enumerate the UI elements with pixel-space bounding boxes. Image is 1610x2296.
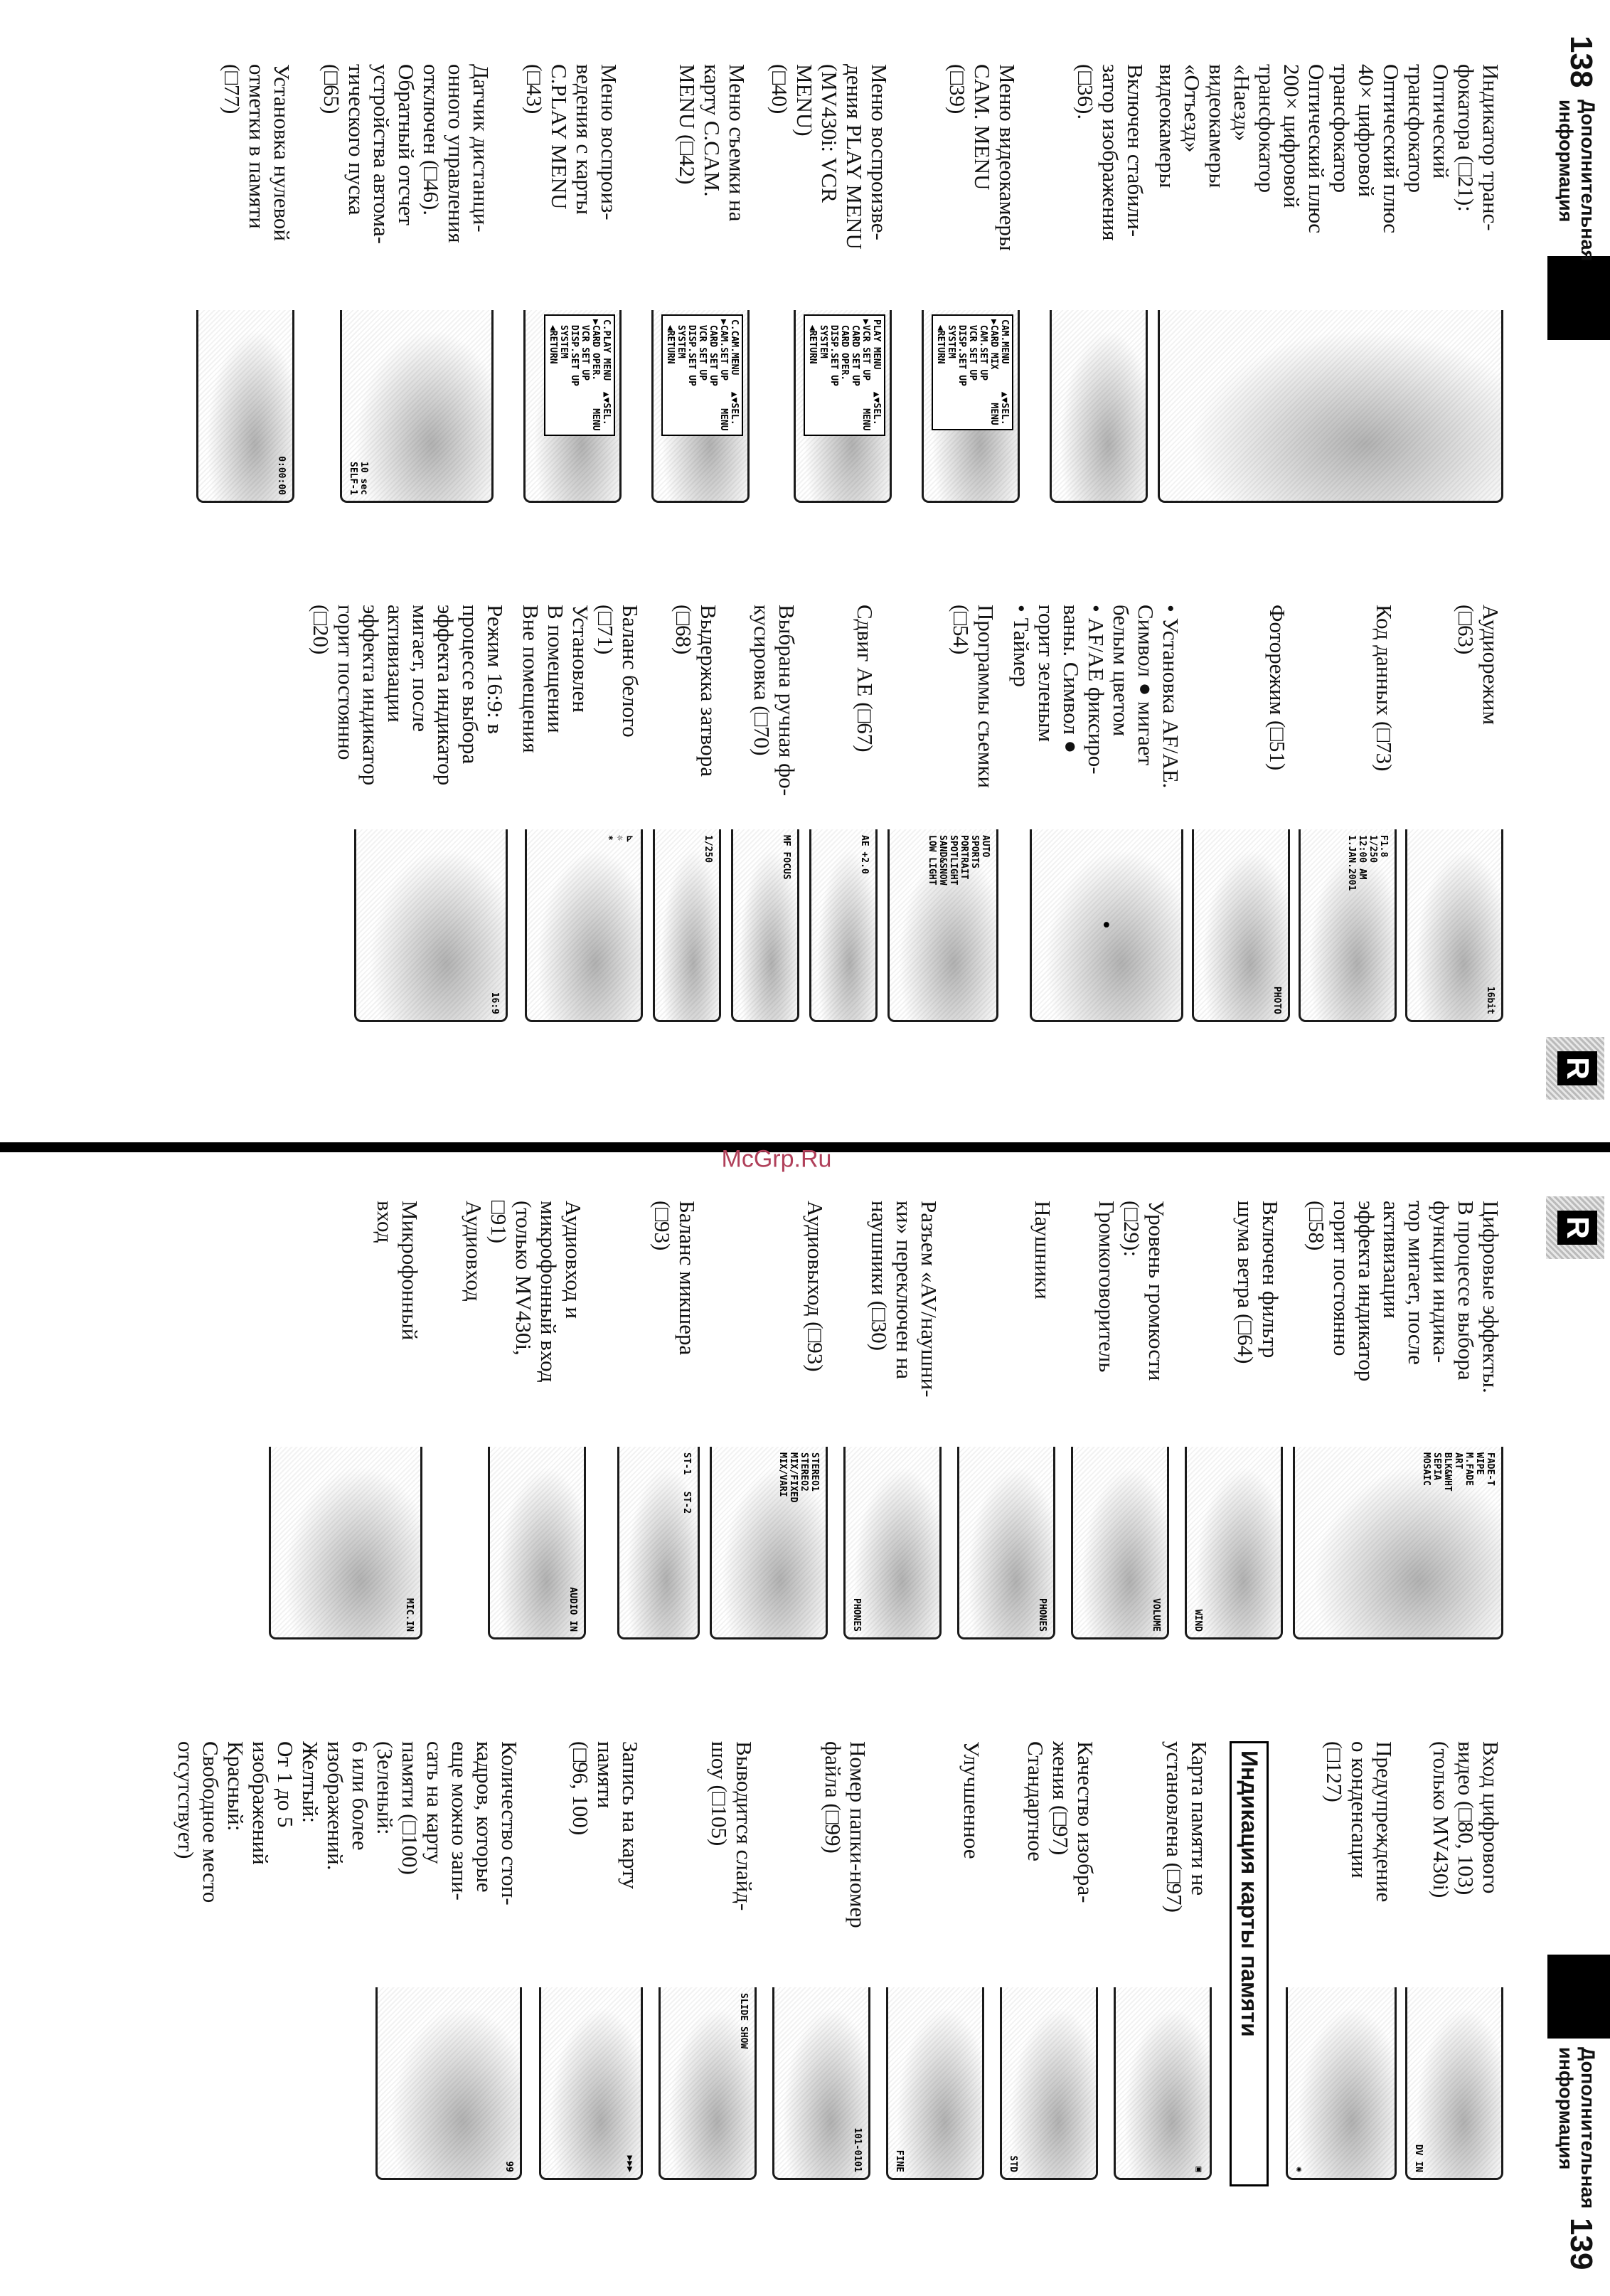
osd-screen xyxy=(886,1987,984,2180)
item-text: Режим 16:9: в процессе выбора эффекта индикатор мигает, после активизации эффекта индикатор горит постоянно (□20) xyxy=(309,605,508,786)
left-page-header xyxy=(1525,0,1610,1110)
osd-screen xyxy=(1000,1987,1098,2180)
osd-readout: MF FOCUS xyxy=(781,835,791,880)
osd-readout: PHONES xyxy=(1037,1598,1047,1632)
r-badge xyxy=(1546,1196,1604,1259)
list-item xyxy=(653,605,721,1022)
item-text: Выбрана ручная фо- кусировка (□70) xyxy=(750,605,799,797)
list-item xyxy=(957,1201,1055,1639)
list-item xyxy=(1000,1741,1098,2180)
osd-screen xyxy=(659,1987,757,2180)
osd-screen xyxy=(794,310,892,503)
osd-screen xyxy=(1050,310,1148,503)
item-text: Баланс микшера (□93) xyxy=(650,1201,700,1356)
osd-readout: F1.8 1/250 12:00 AM 1.JAN.2001 xyxy=(1346,835,1389,891)
item-text: Включен фильтр шума ветра (□64) xyxy=(1233,1201,1283,1364)
item-text: Цифровые эффекты. В процессе выбора функции индика- тор мигает, после активизации эффекта индикатор горит постоянно (□58) xyxy=(1304,1201,1503,1393)
item-text: Меню съемки на карту C.CAM. MENU (□42) xyxy=(675,64,750,222)
item-text: Качество изобра- жения (□97) Стандартное xyxy=(1023,1741,1098,1903)
osd-screen xyxy=(1286,1987,1397,2180)
osd-menu: C.CAM.MENU ▲▼SEL. ▶CAM.SET UP MENU CARD SET UP VCR SET UP DISP.SET UP SYSTEM ◀RETURN xyxy=(661,314,743,436)
list-item xyxy=(710,1201,828,1639)
left-page xyxy=(0,0,1610,1110)
osd-screen xyxy=(1030,829,1183,1022)
list-item xyxy=(1155,64,1503,503)
list-item xyxy=(767,64,892,503)
list-item xyxy=(772,1741,870,2180)
osd-readout: 16:9 xyxy=(489,992,500,1014)
osd-readout: PHOTO xyxy=(1272,986,1282,1014)
item-text: Программы съемки (□54) xyxy=(949,605,998,788)
list-item xyxy=(174,1741,522,2180)
list-item xyxy=(887,605,998,1022)
item-text: Код данных (□73) xyxy=(1372,605,1397,772)
black-tab xyxy=(1547,256,1610,340)
list-item xyxy=(196,64,294,503)
section-heading: Индикация карты памяти xyxy=(1230,1741,1269,2186)
r-badge-letter: R xyxy=(1557,1051,1597,1085)
item-text: Выдержка затвора (□68) xyxy=(671,605,721,777)
item-text: • Установка AF/AE. Символ ● мигает белым цветом • AF/AE фиксиро- ваны. Символ ● горит зеленым • Таймер xyxy=(1009,605,1183,789)
watermark: McGrp.Ru xyxy=(721,1145,832,1173)
list-item xyxy=(539,1741,643,2180)
item-text: Меню воспроизве- дения PLAY MENU (MV430i: VCR MENU) (□40) xyxy=(767,64,892,250)
list-item xyxy=(922,64,1020,503)
page-number: 139 xyxy=(1564,2218,1599,2270)
osd-readout: SLIDE SHOW xyxy=(738,1993,749,2049)
osd-readout: VOLUME xyxy=(1151,1598,1161,1632)
list-item xyxy=(1185,1201,1283,1639)
fold-gutter xyxy=(0,1110,1610,1186)
osd-readout: ST-1 ST-2 xyxy=(681,1452,692,1514)
item-text: Меню воспроиз- ведения с карты C.PLAY MENU (□43) xyxy=(522,64,622,220)
osd-readout: AUTO SPORTS PORTRAIT SPOTLIGHT SAND&SNOW LOW LIGHT xyxy=(927,835,991,886)
osd-screen xyxy=(196,310,294,503)
osd-readout: STD xyxy=(1008,2155,1018,2172)
item-text: Номер папки-номер файла (□99) xyxy=(821,1741,870,1928)
item-text: Сдвиг AE (□67) xyxy=(853,605,878,753)
osd-menu: C.PLAY MENU ▲▼SEL. ▶CARD OPER. MENU VCR SET UP DISP.SET UP SYSTEM ◀RETURN xyxy=(544,314,615,436)
osd-menu: CAM.MENU ▲▼SEL. ▶CARD MIX MENU CAM.SET UP VCR SET UP DISP.SET UP SYSTEM ◀RETURN xyxy=(932,314,1013,430)
item-text: Индикатор транс- фокатора (□21): Оптический трансфокатор Оптический плюс 40× цифровой трансфокатор Оптический плюс 200× цифровой трансфокатор «Наезд» видеокамеры «Отъезд» видеокамеры xyxy=(1155,64,1503,233)
list-item xyxy=(1405,1741,1503,2180)
osd-screen xyxy=(375,1987,522,2180)
item-text: Уровень громкости (□29): Громкоговоритель xyxy=(1094,1201,1169,1381)
osd-screen xyxy=(617,1447,700,1639)
osd-readout: PHONES xyxy=(851,1598,862,1632)
list-item xyxy=(809,605,878,1022)
r-badge xyxy=(1546,1037,1604,1100)
item-text: Выводится слайд- шоу (□105) xyxy=(707,1741,757,1911)
item-text: Количество стоп- кадров, которые еще можно запи- сать на карту памяти (□100) (Зеленый: 6 или более изображений. Желтый: От 1 до 5 изображений Красный: Свободное место отсутствует) xyxy=(174,1741,522,1906)
osd-readout: 0:00:00 xyxy=(276,456,287,495)
page-number: 138 xyxy=(1564,36,1599,88)
item-text: Микрофонный вход xyxy=(373,1201,422,1341)
list-item xyxy=(1071,1201,1169,1639)
osd-menu: PLAY MENU ▲▼SEL. ▶VCR SET UP MENU CARD SET UP CARD OPER. DISP.SET UP SYSTEM ◀RETURN xyxy=(804,314,885,436)
osd-readout: MIC.IN xyxy=(404,1598,415,1632)
list-item xyxy=(617,1201,700,1639)
osd-screen xyxy=(887,829,998,1022)
osd-screen xyxy=(269,1447,422,1639)
right-page-header xyxy=(1525,1186,1610,2296)
list-item xyxy=(1050,64,1148,503)
item-text: Улучшенное xyxy=(959,1741,984,1859)
osd-screen xyxy=(1299,829,1397,1022)
item-text: Разъем «AV/наушни- ки» переключен на наушники (□30) xyxy=(867,1201,942,1398)
osd-screen xyxy=(1114,1987,1212,2180)
section-title: Дополнительная информация xyxy=(1555,100,1599,262)
list-item xyxy=(1286,1741,1397,2180)
item-text: Аудиорежим (□63) xyxy=(1454,605,1503,726)
item-text: Включен стабили- затор изображения (□36). xyxy=(1073,64,1148,241)
osd-screen xyxy=(843,1447,942,1639)
osd-screen xyxy=(1405,829,1503,1022)
item-text: Предупреждение о конденсации (□127) xyxy=(1322,1741,1397,1903)
list-item xyxy=(269,1201,422,1639)
record-icon: ▶▶▶ xyxy=(624,2155,635,2172)
item-text: Наушники xyxy=(1030,1201,1055,1300)
black-tab xyxy=(1547,1955,1610,2039)
item-text: Баланс белого (□71) Установлен В помещении Вне помещения xyxy=(518,605,643,753)
osd-screen xyxy=(539,1987,643,2180)
list-item xyxy=(1405,605,1503,1022)
right-page xyxy=(0,1186,1610,2296)
list-item xyxy=(1299,605,1397,1022)
item-text: Вход цифрового видео (□80, 103) (только MV430i) xyxy=(1429,1741,1503,1898)
list-item xyxy=(731,605,799,1022)
list-item xyxy=(651,64,750,503)
osd-screen xyxy=(653,829,721,1022)
osd-readout: 10 sec SELF-1 xyxy=(348,462,369,495)
list-item xyxy=(843,1201,942,1639)
item-text: Аудиовыход (□93) xyxy=(803,1201,828,1372)
item-text: Датчик дистанци- онного управления отключен (□46). Обратный отсчет устройства автома- тического пуска (□65) xyxy=(319,64,494,244)
osd-screen xyxy=(651,310,750,503)
osd-readout: WIND xyxy=(1193,1609,1203,1632)
item-text: Аудиовход и микрофонный вход (только MV430i, □91) Аудиовход xyxy=(462,1201,586,1383)
osd-readout: 101-0101 xyxy=(852,2127,863,2172)
list-item xyxy=(462,1201,586,1639)
item-text: Запись на карту памяти (□96, 100) xyxy=(568,1741,643,1889)
list-item xyxy=(1114,1741,1212,2180)
card-icon: ▣ xyxy=(1193,2167,1204,2172)
osd-screen xyxy=(1192,829,1290,1022)
list-item xyxy=(518,605,643,1022)
r-badge-letter: R xyxy=(1557,1211,1597,1245)
list-item xyxy=(319,64,494,503)
osd-screen xyxy=(809,829,878,1022)
list-item xyxy=(309,605,508,1022)
list-item xyxy=(886,1741,984,2180)
list-item xyxy=(1293,1201,1503,1639)
osd-screen xyxy=(1405,1987,1503,2180)
osd-readout: DV IN xyxy=(1413,2144,1424,2172)
osd-readout: FINE xyxy=(894,2149,905,2172)
osd-screen xyxy=(710,1447,828,1639)
osd-readout: 16bit xyxy=(1485,986,1496,1014)
osd-screen xyxy=(1185,1447,1283,1639)
condensation-icon: ✺ xyxy=(1294,2167,1304,2172)
item-text: Меню видеокамеры CAM. MENU (□39) xyxy=(945,64,1020,251)
osd-readout: AUDIO IN xyxy=(567,1587,578,1632)
item-text: Фоторежим (□51) xyxy=(1265,605,1290,771)
osd-screen xyxy=(340,310,494,503)
osd-readout: FADE-T WIPE M.FADE ART BLK&WHT SEPIA MOSAIC xyxy=(1421,1452,1496,1492)
white-balance-icons: ⊾ ☼ * xyxy=(603,835,635,843)
osd-screen xyxy=(488,1447,586,1639)
osd-screen xyxy=(1293,1447,1503,1639)
item-text: Установка нулевой отметки в памяти (□77) xyxy=(220,64,294,241)
osd-screen xyxy=(731,829,799,1022)
osd-readout: ● xyxy=(1101,922,1112,928)
list-item xyxy=(659,1741,757,2180)
osd-screen xyxy=(957,1447,1055,1639)
osd-screen xyxy=(523,310,622,503)
list-item xyxy=(1009,605,1183,1022)
osd-screen xyxy=(354,829,508,1022)
osd-screen xyxy=(1071,1447,1169,1639)
osd-screen xyxy=(922,310,1020,503)
osd-screen xyxy=(525,829,643,1022)
osd-screen xyxy=(772,1987,870,2180)
section-title: Дополнительная информация xyxy=(1555,2047,1599,2209)
osd-screen xyxy=(1158,310,1503,503)
item-text: Карта памяти не установлена (□97) xyxy=(1162,1741,1212,1913)
list-item xyxy=(1192,605,1290,1022)
osd-readout: STEREO1 STEREO2 MIX/FIXED MIX/VARI xyxy=(777,1452,820,1503)
osd-readout: AE +2.0 xyxy=(859,835,870,874)
osd-readout: 1/250 xyxy=(703,835,713,863)
list-item xyxy=(522,64,622,503)
osd-readout: 99 xyxy=(503,2161,514,2172)
